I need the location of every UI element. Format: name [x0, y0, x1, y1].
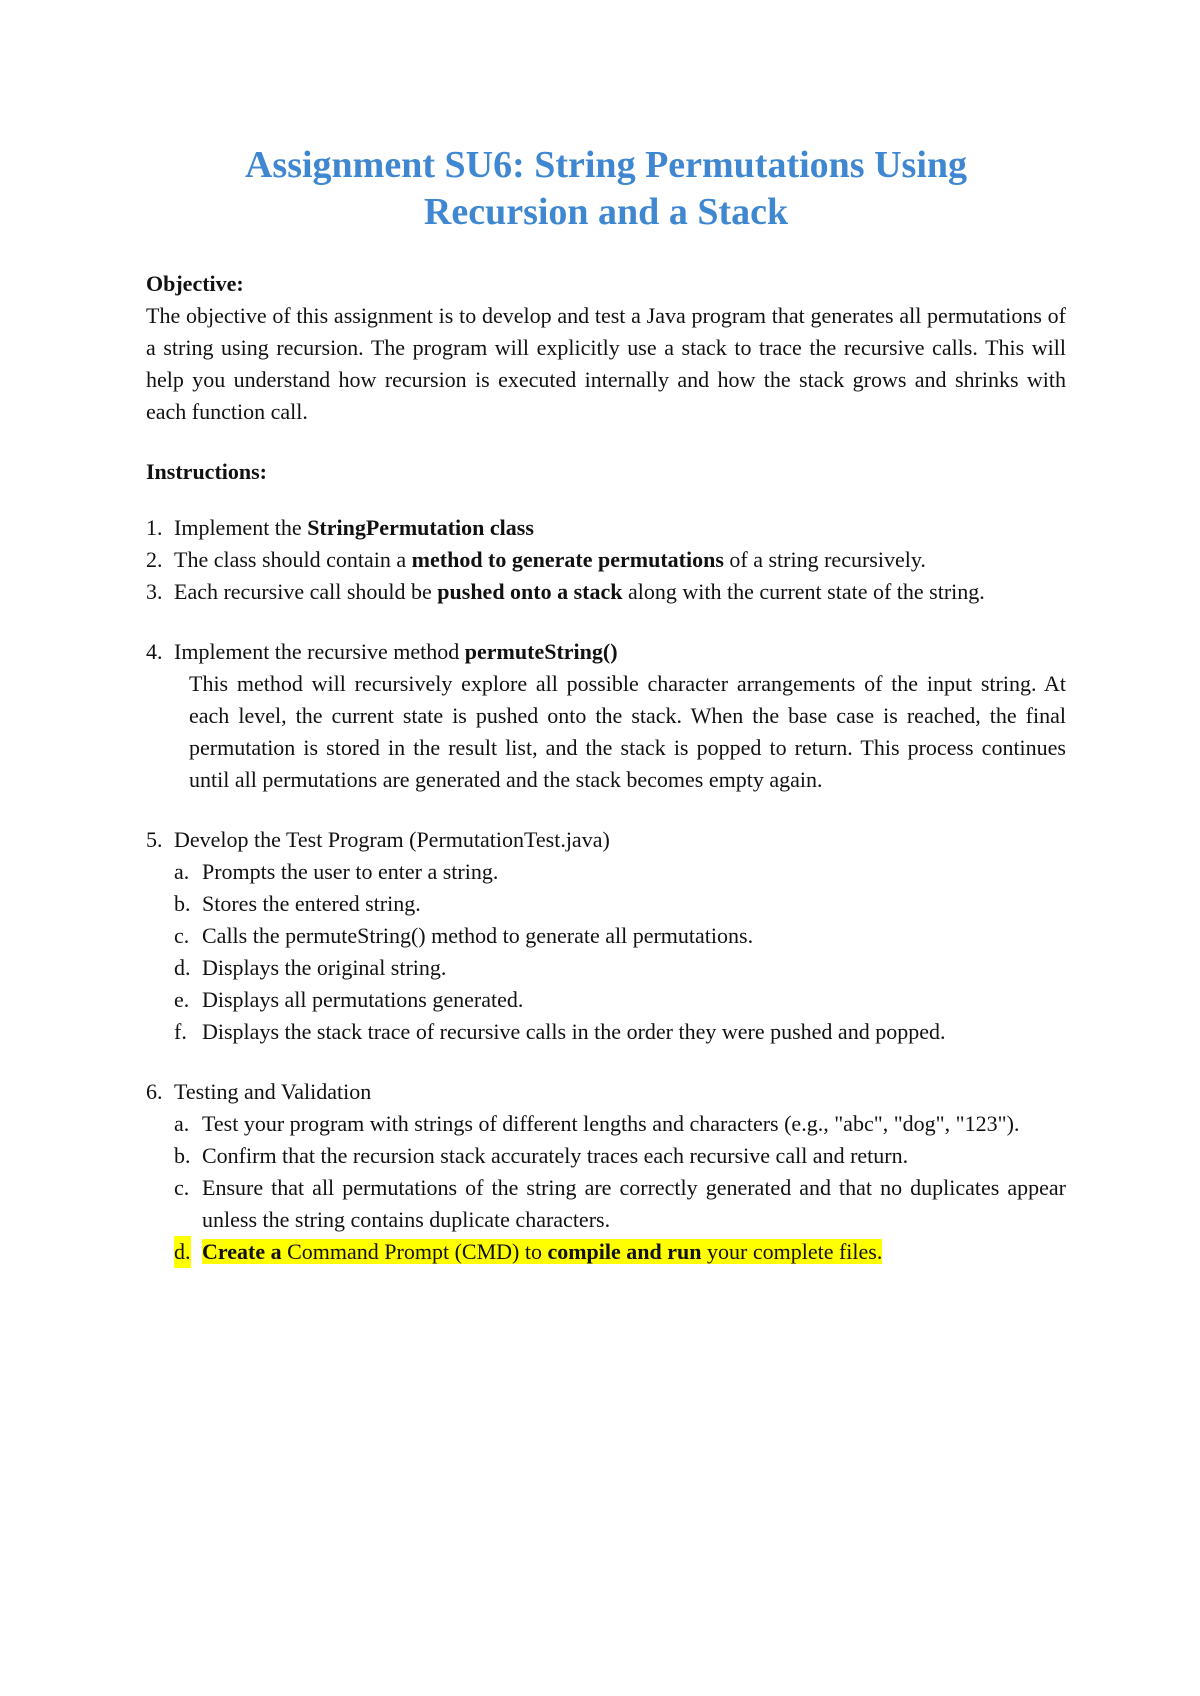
assignment-title	[146, 142, 1066, 236]
title-line-2: Recursion and a Stack	[423, 191, 789, 233]
sub-text: Test your program with strings of different lengths and characters (e.g., "abc", "dog", "123").	[202, 1111, 1020, 1136]
item-number: 1.	[146, 515, 163, 540]
highlighted-text	[202, 1236, 1066, 1268]
sub-item-e	[174, 984, 1066, 1016]
sub-text: Confirm that the recursion stack accurately traces each recursive call and return.	[202, 1143, 909, 1168]
item-bold-text: method to generate permutations	[411, 547, 724, 572]
item-text: Develop the Test Program (PermutationTest.java)	[174, 827, 610, 852]
item-number: 4.	[146, 639, 163, 664]
sub-letter: e.	[174, 987, 190, 1012]
sub-item-b	[174, 888, 1066, 920]
sub-list	[174, 1108, 1066, 1268]
item-text: Testing and Validation	[174, 1079, 372, 1104]
highlight-bold-1: Create a	[202, 1239, 282, 1264]
instruction-item-2	[146, 544, 1066, 576]
title-line-1: Assignment SU6: String Permutations Using	[244, 144, 968, 186]
item-bold-text: pushed onto a stack	[437, 579, 623, 604]
instructions-heading: Instructions:	[146, 459, 268, 484]
item-description: This method will recursively explore all possible character arrangements of the input string. At each level, the current state is pushed onto the stack. When the base case is reached, the final permutation is stored in the result list, and the stack is popped to return. This process continues until all permutations are generated and the stack becomes empty again.	[189, 671, 1066, 792]
item-number: 3.	[146, 579, 163, 604]
item-number: 5.	[146, 827, 163, 852]
objective-section	[146, 268, 1066, 428]
sub-item-b	[174, 1140, 1066, 1172]
sub-item-d-highlighted	[174, 1236, 1066, 1268]
highlight-mid-1: Command Prompt (CMD) to	[281, 1239, 548, 1264]
sub-item-a	[174, 1108, 1066, 1140]
sub-text: Displays the stack trace of recursive calls in the order they were pushed and popped.	[202, 1019, 946, 1044]
item-text: The class should contain a	[174, 547, 412, 572]
sub-letter: d.	[174, 1236, 191, 1268]
sub-list	[174, 856, 1066, 1048]
sub-text: Displays the original string.	[202, 955, 447, 980]
highlight-end: your complete files.	[701, 1239, 883, 1264]
sub-text: Displays all permutations generated.	[202, 987, 524, 1012]
item-number: 2.	[146, 547, 163, 572]
instruction-item-3	[146, 576, 1066, 608]
item-bold-text: permuteString()	[464, 639, 618, 664]
sub-item-f	[174, 1016, 1066, 1048]
sub-item-a	[174, 856, 1066, 888]
objective-text: The objective of this assignment is to develop and test a Java program that generates all permutations of a string using recursion. The program will explicitly use a stack to trace the recursive calls. This will help you understand how recursion is executed internally and how the stack grows and shrinks with each function call.	[146, 303, 1066, 424]
item-text: Each recursive call should be	[174, 579, 438, 604]
sub-item-d	[174, 952, 1066, 984]
item-number: 6.	[146, 1079, 163, 1104]
document-content	[146, 142, 1066, 1268]
sub-letter: f.	[174, 1019, 187, 1044]
sub-text: Stores the entered string.	[202, 891, 421, 916]
instructions-section	[146, 456, 1066, 1268]
sub-letter: a.	[174, 1111, 190, 1136]
highlight-bold-2: compile and run	[547, 1239, 702, 1264]
item-text: Implement the recursive method	[174, 639, 465, 664]
instruction-item-4	[146, 636, 1066, 796]
item-text-end: along with the current state of the string.	[622, 579, 985, 604]
item-text: Implement the	[174, 515, 308, 540]
sub-text: Ensure that all permutations of the string are correctly generated and that no duplicates appear unless the string contains duplicate characters.	[202, 1175, 1066, 1232]
instruction-item-6	[146, 1076, 1066, 1268]
sub-letter: b.	[174, 1143, 191, 1168]
sub-letter: c.	[174, 923, 190, 948]
instruction-item-5	[146, 824, 1066, 1048]
objective-heading: Objective:	[146, 271, 244, 296]
instruction-item-1	[146, 512, 1066, 544]
sub-text: Calls the permuteString() method to generate all permutations.	[202, 923, 754, 948]
sub-letter: c.	[174, 1175, 190, 1200]
sub-text: Prompts the user to enter a string.	[202, 859, 499, 884]
sub-letter: b.	[174, 891, 191, 916]
item-text-end: of a string recursively.	[723, 547, 926, 572]
sub-item-c	[174, 1172, 1066, 1236]
sub-letter: d.	[174, 955, 191, 980]
sub-letter: a.	[174, 859, 190, 884]
sub-item-c	[174, 920, 1066, 952]
item-bold-text: StringPermutation class	[307, 515, 534, 540]
